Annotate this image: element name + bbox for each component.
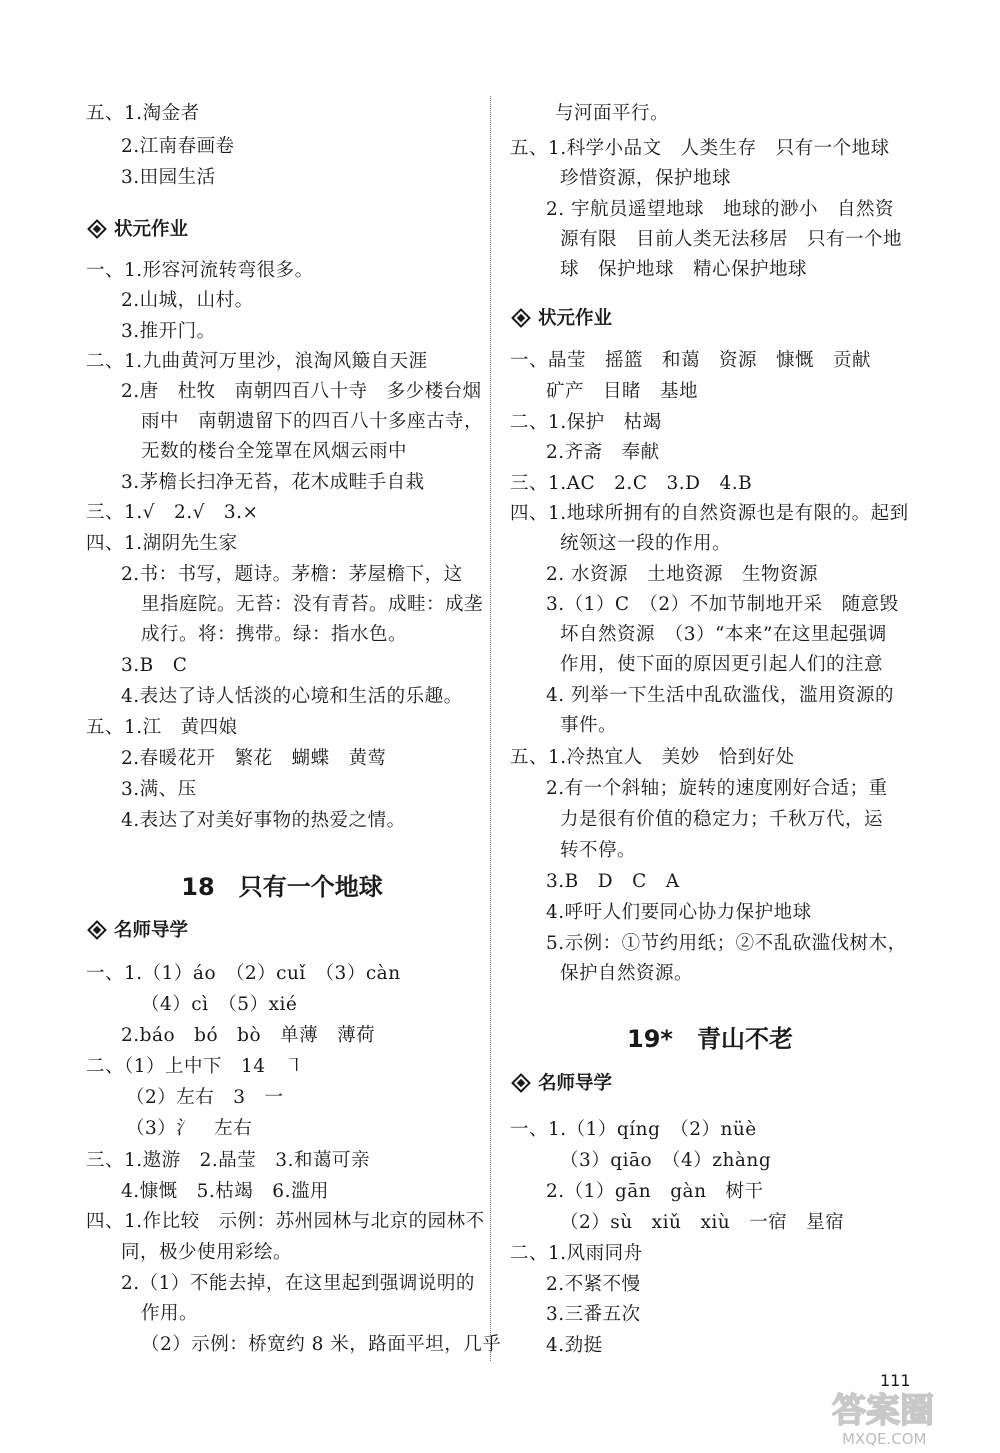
- lesson-title: 19* 青山不老: [627, 1025, 793, 1053]
- answer-line: 3.三番五次: [546, 1304, 641, 1325]
- answer-line: 一、1.（1）qíng （2）nüè: [510, 1119, 757, 1140]
- lesson-title: 18 只有一个地球: [181, 873, 383, 901]
- answer-line: 4.慷慨 5.枯竭 6.滥用: [121, 1181, 329, 1202]
- answer-line: 同，极少使用彩绘。: [121, 1242, 293, 1263]
- answer-line: 源有限 目前人类无法移居 只有一个地: [560, 229, 903, 250]
- answer-line: 三、1.√ 2.√ 3.×: [86, 502, 259, 523]
- answer-line: 3.（1）C （2）不加节制地开采 随意毁: [546, 594, 899, 615]
- answer-line: 4.呼吁人们要同心协力保护地球: [546, 902, 812, 923]
- watermark-url: MXQE.COM: [842, 1430, 927, 1448]
- answer-line: 2.春暖花开 繁花 蝴蝶 黄莺: [121, 748, 387, 769]
- section-heading: [86, 919, 188, 943]
- answer-line: 四、1.作比较 示例：苏州园林与北京的园林不: [86, 1211, 485, 1232]
- answer-line: （2）左右 3 一: [126, 1087, 284, 1108]
- answer-line: 2.唐 杜牧 南朝四百八十寺 多少楼台烟: [121, 381, 482, 402]
- answer-line: 一、晶莹 摇篮 和蔼 资源 慷慨 贡献: [510, 350, 872, 371]
- answer-line: 3.推开门。: [121, 321, 216, 342]
- answer-line: （3）qiāo （4）zhàng: [560, 1150, 772, 1171]
- answer-line: 二、1.九曲黄河万里沙，浪淘风簸自天涯: [86, 351, 428, 372]
- section-heading: [510, 1072, 612, 1096]
- answer-line: 五、1.江 黄四娘: [86, 717, 238, 738]
- answer-line: 4.表达了对美好事物的热爱之情。: [121, 810, 406, 831]
- answer-line: 转不停。: [560, 840, 637, 861]
- section-heading: [86, 218, 188, 242]
- answer-line: 2.有一个斜轴；旋转的速度刚好合适；重: [546, 778, 888, 799]
- section-heading-label: 名师导学: [114, 920, 189, 941]
- column-divider: [490, 96, 491, 1361]
- answer-line: 统领这一段的作用。: [560, 533, 732, 554]
- answer-line: 三、1.AC 2.C 3.D 4.B: [510, 473, 753, 494]
- answer-line: 3.满、压: [121, 779, 197, 800]
- watermark-logo: [828, 1388, 992, 1448]
- answer-line: 力是很有价值的稳定力；千秋万代，运: [560, 809, 884, 830]
- answer-line: 一、1.（1）áo （2）cuǐ （3）càn: [86, 963, 401, 984]
- answer-line: 二、1.保护 枯竭: [510, 412, 662, 433]
- answer-line: 2.山城，山村。: [121, 290, 254, 311]
- answer-line: 2.不紧不慢: [546, 1274, 641, 1295]
- answer-line: 三、1.遨游 2.晶莹 3.和蔼可亲: [86, 1150, 370, 1171]
- section-heading-label: 状元作业: [538, 308, 613, 329]
- answer-line: 二、（1）上中下 14 ㇕: [86, 1056, 304, 1077]
- answer-line: 2.báo bó bò 单薄 薄荷: [121, 1025, 376, 1046]
- answer-line: 2.（1）gān gàn 树干: [546, 1181, 764, 1202]
- page-number: 111: [880, 1371, 911, 1390]
- answer-line: 2.齐斋 奉献: [546, 442, 660, 463]
- answer-line: 保护自然资源。: [560, 963, 694, 984]
- watermark-chars: 答案圈: [832, 1391, 934, 1431]
- answer-line: 球 保护地球 精心保护地球: [560, 259, 808, 280]
- answer-line: 2.书：书写，题诗。茅檐：茅屋檐下，这: [121, 564, 463, 585]
- answer-line: 珍惜资源，保护地球: [560, 168, 732, 189]
- answer-line: （2）示例：桥宽约 8 米，路面平坦，几乎: [141, 1334, 502, 1355]
- diamond-bullet-icon: [87, 219, 107, 239]
- answer-line: 作用。: [141, 1303, 199, 1324]
- answer-line: 无数的楼台全笼罩在风烟云雨中: [141, 441, 408, 462]
- answer-line: 五、1.科学小品文 人类生存 只有一个地球: [510, 138, 890, 159]
- section-heading-label: 状元作业: [114, 219, 189, 240]
- answer-line: 3.B C: [121, 655, 188, 676]
- answer-line: 矿产 目睹 基地: [546, 381, 699, 402]
- answer-line: 3.B D C A: [546, 871, 680, 892]
- answer-line: 与河面平行。: [555, 103, 670, 124]
- answer-line: 4.表达了诗人恬淡的心境和生活的乐趣。: [121, 686, 463, 707]
- answer-line: 雨中 南朝遗留下的四百八十多座古寺，: [141, 411, 484, 432]
- answer-line: 作用，使下面的原因更引起人们的注意: [560, 654, 884, 675]
- answer-line: 5.示例：①节约用纸；②不乱砍滥伐树木，: [546, 933, 907, 954]
- diamond-bullet-icon: [511, 308, 531, 328]
- answer-line: 2.（1）不能去掉，在这里起到强调说明的: [121, 1273, 475, 1294]
- diamond-bullet-icon: [87, 920, 107, 940]
- answer-line: 一、1.形容河流转弯很多。: [86, 260, 314, 281]
- answer-line: （2）sù xiǔ xiù 一宿 星宿: [560, 1212, 845, 1233]
- answer-line: 里指庭院。无苔：没有青苔。成畦：成垄: [141, 594, 484, 615]
- answer-line: 二、1.风雨同舟: [510, 1243, 643, 1264]
- diamond-bullet-icon: [511, 1073, 531, 1093]
- answer-line: （4）cì （5）xié: [141, 994, 298, 1015]
- answer-line: 2. 宇航员遥望地球 地球的渺小 自然资: [546, 199, 895, 220]
- answer-line: 四、1.湖阴先生家: [86, 533, 238, 554]
- section-heading-label: 名师导学: [538, 1073, 613, 1094]
- answer-line: 2.江南春画卷: [121, 136, 235, 157]
- section-heading: [510, 307, 612, 331]
- answer-line: 2. 水资源 土地资源 生物资源: [546, 564, 819, 585]
- answer-line: 坏自然资源 （3）“本来”在这里起强调: [560, 624, 887, 645]
- answer-line: 五、1.淘金者: [86, 103, 200, 124]
- answer-line: 四、1.地球所拥有的自然资源也是有限的。起到: [510, 503, 909, 524]
- answer-line: 成行。将：携带。绿：指水色。: [141, 624, 408, 645]
- answer-line: 事件。: [560, 715, 618, 736]
- answer-line: 4.劲挺: [546, 1335, 603, 1356]
- answer-line: （3）氵 左右: [126, 1118, 253, 1139]
- answer-line: 4. 列举一下生活中乱砍滥伐，滥用资源的: [546, 685, 895, 706]
- answer-line: 3.田园生活: [121, 167, 216, 188]
- answer-line: 五、1.冷热宜人 美妙 恰到好处: [510, 747, 795, 768]
- answer-line: 3.茅檐长扫净无苔，花木成畦手自栽: [121, 472, 425, 493]
